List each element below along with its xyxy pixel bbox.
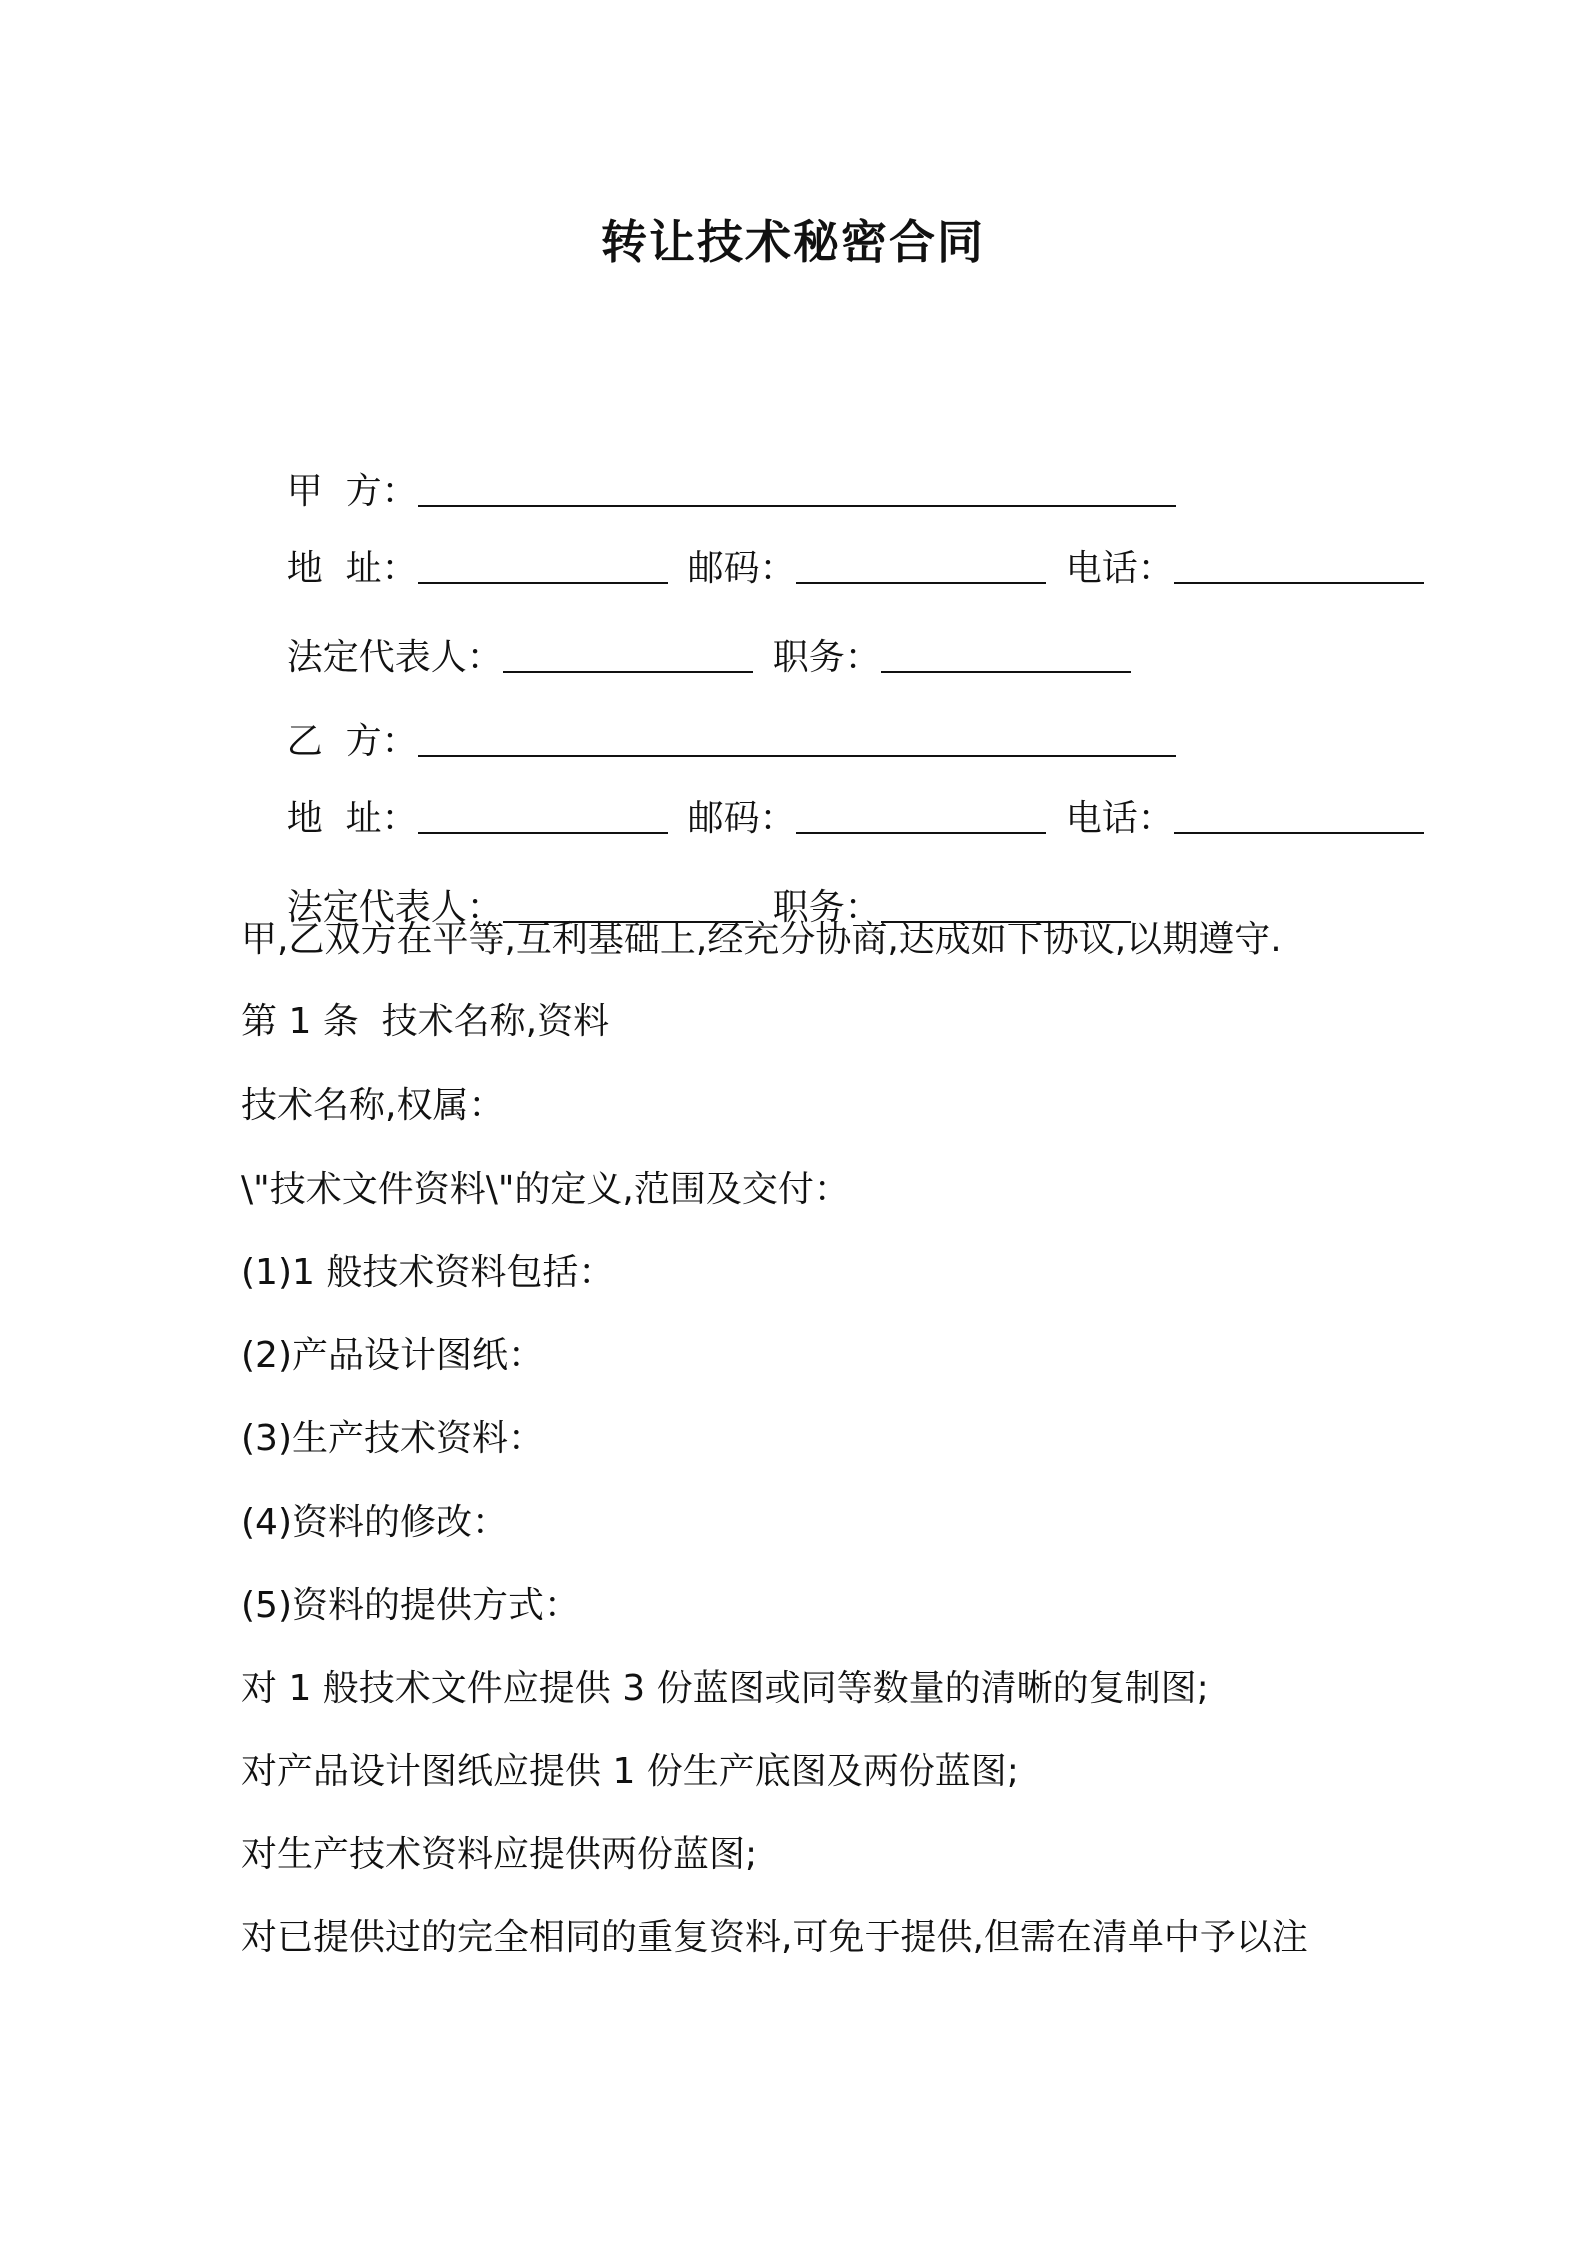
party-a-postcode-label: 邮码： [687, 548, 796, 589]
article-1-heading: 第 1 条 技术名称,资料 [241, 1001, 610, 1042]
document-title: 转让技术秘密合同 [601, 215, 985, 269]
paragraph-3: 对生产技术资料应提供两份蓝图; [241, 1834, 758, 1875]
party-b-position-label: 职务： [772, 887, 881, 928]
item-1: (1)1 般技术资料包括： [241, 1252, 615, 1293]
paragraph-1: 对 1 般技术文件应提供 3 份蓝图或同等数量的清晰的复制图; [241, 1668, 1209, 1709]
party-a-name-label: 甲 方： [286, 471, 418, 512]
party-b-phone-label: 电话： [1065, 798, 1174, 839]
party-a-postcode-blank[interactable] [796, 552, 1046, 584]
party-b-postcode-blank[interactable] [796, 802, 1046, 834]
item-5: (5)资料的提供方式： [241, 1585, 580, 1626]
party-a-position-label: 职务： [772, 637, 881, 678]
party-a-phone-blank[interactable] [1174, 552, 1424, 584]
party-b-address-label: 地 址： [286, 798, 418, 839]
party-a-phone-label: 电话： [1065, 548, 1174, 589]
paragraph-4: 对已提供过的完全相同的重复资料,可免于提供,但需在清单中予以注 [241, 1917, 1308, 1958]
party-a-address-label: 地 址： [286, 548, 418, 589]
tech-name-line: 技术名称,权属： [241, 1085, 505, 1126]
intro-paragraph: 甲,乙双方在平等,互利基础上,经充分协商,达成如下协议,以期遵守. [241, 919, 1282, 960]
party-a-rep-label: 法定代表人： [286, 637, 503, 678]
party-a-address-blank[interactable] [418, 552, 668, 584]
party-a-rep-blank[interactable] [503, 641, 753, 673]
party-b-phone-blank[interactable] [1174, 802, 1424, 834]
item-2: (2)产品设计图纸： [241, 1335, 544, 1376]
party-a-position-blank[interactable] [881, 641, 1131, 673]
party-b-rep-label: 法定代表人： [286, 887, 503, 928]
paragraph-2: 对产品设计图纸应提供 1 份生产底图及两份蓝图; [241, 1751, 1019, 1792]
party-b-address-blank[interactable] [418, 802, 668, 834]
item-3: (3)生产技术资料： [241, 1418, 544, 1459]
party-b-name-label: 乙 方： [286, 721, 418, 762]
party-b-postcode-label: 邮码： [687, 798, 796, 839]
definition-line: \"技术文件资料\"的定义,范围及交付： [241, 1169, 850, 1210]
item-4: (4)资料的修改： [241, 1502, 508, 1543]
